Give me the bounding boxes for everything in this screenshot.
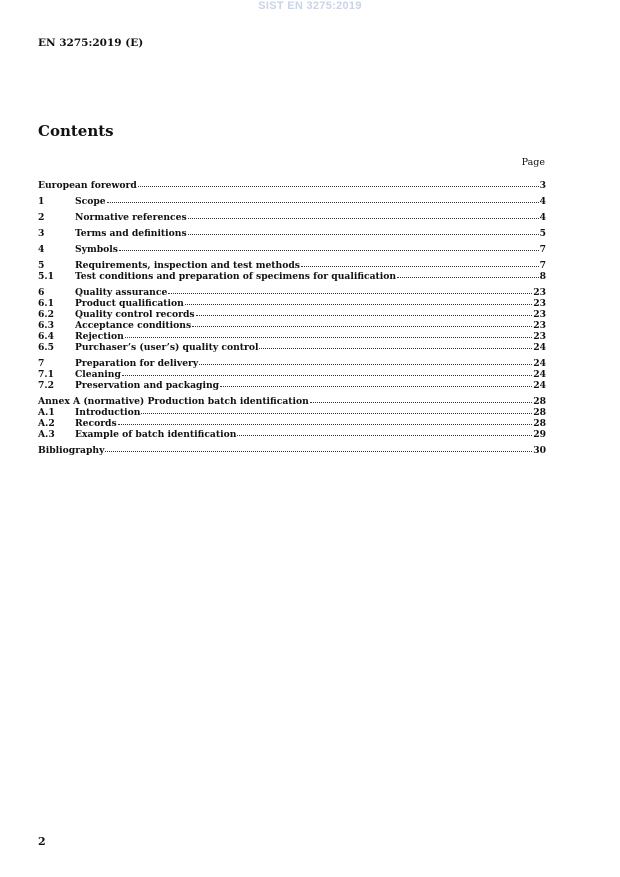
toc-entry-number: 6.5: [38, 342, 54, 353]
toc-dot-leader: [185, 302, 532, 305]
toc-dot-leader: [199, 362, 532, 365]
toc-entry-label: Introduction: [75, 407, 141, 418]
toc-entry[interactable]: [38, 396, 546, 407]
toc-entry-label: Records: [75, 418, 117, 429]
toc-dot-leader: [105, 449, 532, 452]
toc-group: [38, 358, 546, 391]
toc-entry[interactable]: [38, 309, 546, 320]
toc-dot-leader: [107, 200, 539, 203]
toc-entry[interactable]: [38, 212, 546, 223]
toc-entry-label: Annex A (normative) Production batch identification: [38, 396, 309, 407]
toc-dot-leader: [138, 184, 539, 187]
toc-entry-label: Preparation for delivery: [75, 358, 199, 369]
toc-entry-page: 4: [539, 212, 546, 223]
toc-entry-label: Acceptance conditions: [75, 320, 192, 331]
toc-entry[interactable]: [38, 331, 546, 342]
toc-entry[interactable]: [38, 445, 546, 456]
toc-entry-number: 6.1: [38, 298, 54, 309]
toc-entry-label: Purchaser’s (user’s) quality control: [75, 342, 259, 353]
toc-entry-page: 29: [533, 429, 546, 440]
toc-entry-number: 6.4: [38, 331, 54, 342]
toc-dot-leader: [168, 291, 532, 294]
toc-entry-label: Test conditions and preparation of specimens for qualification: [75, 271, 397, 282]
toc-entry-page: 23: [533, 309, 546, 320]
toc-entry[interactable]: [38, 196, 546, 207]
toc-group: [38, 244, 546, 255]
table-of-contents: [38, 180, 546, 461]
toc-entry[interactable]: [38, 287, 546, 298]
toc-entry-label: Quality control records: [75, 309, 195, 320]
toc-entry[interactable]: [38, 228, 546, 239]
toc-entry[interactable]: [38, 429, 546, 440]
toc-entry-page: 24: [533, 369, 546, 380]
toc-dot-leader: [141, 411, 532, 414]
toc-entry-number: 6.3: [38, 320, 54, 331]
toc-dot-leader: [188, 232, 539, 235]
toc-group: [38, 445, 546, 456]
page-column-label: Page: [521, 157, 545, 168]
toc-entry-page: 4: [539, 196, 546, 207]
toc-entry[interactable]: [38, 180, 546, 191]
toc-entry-page: 3: [539, 180, 546, 191]
toc-dot-leader: [196, 313, 533, 316]
toc-entry-label: Quality assurance: [75, 287, 168, 298]
toc-dot-leader: [301, 264, 539, 267]
toc-entry-number: 5.1: [38, 271, 54, 282]
toc-entry-page: 7: [539, 244, 546, 255]
toc-entry-page: 30: [533, 445, 546, 456]
toc-entry[interactable]: [38, 260, 546, 271]
toc-entry-label: Example of batch identification: [75, 429, 237, 440]
toc-dot-leader: [119, 248, 539, 251]
toc-dot-leader: [259, 346, 532, 349]
toc-entry-page: 24: [533, 358, 546, 369]
toc-entry-number: 4: [38, 244, 45, 255]
toc-entry[interactable]: [38, 244, 546, 255]
toc-entry-number: 3: [38, 228, 45, 239]
toc-entry[interactable]: [38, 342, 546, 353]
toc-entry-number: 6.2: [38, 309, 54, 320]
toc-entry-page: 8: [539, 271, 546, 282]
toc-entry-number: 5: [38, 260, 45, 271]
toc-group: [38, 212, 546, 223]
toc-group: [38, 228, 546, 239]
toc-entry-number: 7.1: [38, 369, 54, 380]
toc-dot-leader: [310, 400, 532, 403]
toc-entry-number: A.3: [38, 429, 55, 440]
toc-entry[interactable]: [38, 418, 546, 429]
toc-group: [38, 260, 546, 282]
toc-entry-page: 23: [533, 320, 546, 331]
toc-entry[interactable]: [38, 380, 546, 391]
toc-entry-page: 23: [533, 298, 546, 309]
toc-entry-page: 23: [533, 287, 546, 298]
toc-entry-number: 7.2: [38, 380, 54, 391]
toc-entry-page: 5: [539, 228, 546, 239]
toc-entry-number: A.1: [38, 407, 55, 418]
toc-entry-label: Cleaning: [75, 369, 121, 380]
toc-group: [38, 396, 546, 440]
toc-entry-page: 23: [533, 331, 546, 342]
toc-entry-page: 28: [533, 396, 546, 407]
toc-dot-leader: [397, 275, 538, 278]
toc-entry[interactable]: [38, 271, 546, 282]
toc-entry-number: 7: [38, 358, 45, 369]
toc-entry-number: 2: [38, 212, 45, 223]
toc-dot-leader: [125, 335, 532, 338]
toc-entry-number: 1: [38, 196, 45, 207]
toc-entry-number: A.2: [38, 418, 55, 429]
footer-page-number: 2: [38, 835, 46, 848]
toc-entry-label: Preservation and packaging: [75, 380, 220, 391]
toc-entry[interactable]: [38, 358, 546, 369]
toc-dot-leader: [220, 384, 532, 387]
toc-entry[interactable]: [38, 369, 546, 380]
contents-title: Contents: [38, 122, 114, 140]
toc-entry-page: 24: [533, 342, 546, 353]
toc-entry-label: Scope: [75, 196, 106, 207]
toc-group: [38, 180, 546, 191]
document-id: EN 3275:2019 (E): [38, 37, 144, 49]
toc-entry[interactable]: [38, 407, 546, 418]
toc-group: [38, 196, 546, 207]
toc-entry-label: Requirements, inspection and test methods: [75, 260, 300, 271]
toc-entry-number: 6: [38, 287, 45, 298]
toc-dot-leader: [237, 433, 532, 436]
toc-dot-leader: [122, 373, 532, 376]
toc-entry[interactable]: [38, 320, 546, 331]
toc-entry[interactable]: [38, 298, 546, 309]
toc-entry-page: 7: [539, 260, 546, 271]
toc-dot-leader: [188, 216, 539, 219]
toc-dot-leader: [118, 422, 533, 425]
toc-entry-label: Product qualification: [75, 298, 184, 309]
toc-entry-page: 24: [533, 380, 546, 391]
toc-entry-label: European foreword: [38, 180, 137, 191]
toc-entry-page: 28: [533, 418, 546, 429]
toc-entry-label: Symbols: [75, 244, 118, 255]
toc-entry-label: Terms and definitions: [75, 228, 187, 239]
toc-dot-leader: [192, 324, 532, 327]
toc-entry-label: Bibliography: [38, 445, 105, 456]
toc-entry-page: 28: [533, 407, 546, 418]
toc-entry-label: Normative references: [75, 212, 187, 223]
toc-entry-label: Rejection: [75, 331, 124, 342]
toc-group: [38, 287, 546, 353]
watermark-text: SIST EN 3275:2019: [258, 0, 362, 12]
